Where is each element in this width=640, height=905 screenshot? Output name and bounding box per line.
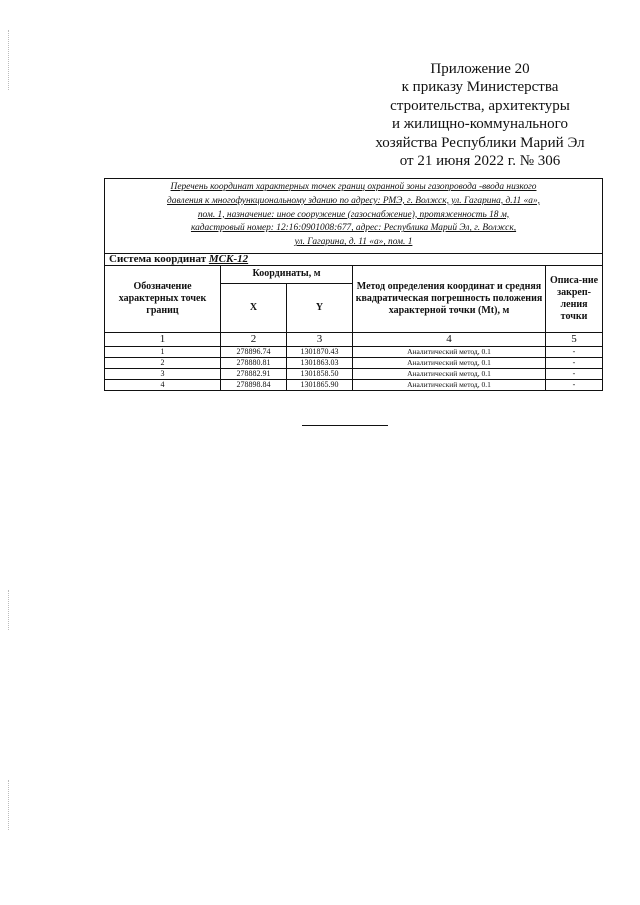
column-number: 3: [287, 332, 353, 346]
coordinate-x: 278880.81: [221, 357, 287, 368]
header-designation: Обозначение характерных точек границ: [105, 265, 221, 332]
table-caption: [105, 179, 603, 254]
table-row: [105, 346, 603, 357]
column-number: 2: [221, 332, 287, 346]
caption-line: Перечень координат характерных точек границ охранной зоны газопровода -ввода низкого: [170, 182, 537, 192]
coordinate-y: 1301858.50: [287, 368, 353, 379]
scan-edge-mark: [8, 590, 9, 630]
method-cell: Аналитический метод, 0.1: [353, 368, 546, 379]
column-number: 1: [105, 332, 221, 346]
header-coordinates: Координаты, м: [221, 265, 353, 283]
header-line: к приказу Министерства: [401, 79, 559, 96]
coordinate-x: 278898.84: [221, 379, 287, 390]
caption-line: ул. Гагарина, д. 11 «а», пом. 1: [294, 237, 413, 248]
header-line: и жилищно-коммунального: [392, 116, 568, 133]
header-line: хозяйства Республики Марий Эл: [375, 134, 585, 151]
point-number: 4: [105, 379, 221, 390]
order-appendix-header: [360, 60, 600, 170]
scan-edge-mark: [8, 780, 9, 830]
description-cell: -: [546, 379, 603, 390]
coordinate-system-label: Система координат: [109, 253, 207, 265]
coordinates-table: [104, 178, 603, 391]
header-y: Y: [287, 283, 353, 332]
table-row: [105, 368, 603, 379]
header-line: Приложение 20: [430, 61, 530, 77]
method-cell: Аналитический метод, 0.1: [353, 379, 546, 390]
caption-line: кадастровый номер: 12:16:0901008:677, адрес: Республика Марий Эл, г. Волжск,: [190, 223, 517, 234]
header-method: Метод определения координат и средняя квадратическая погрешность положения характерной точки (Mt), м: [353, 265, 546, 332]
coordinate-y: 1301865.90: [287, 379, 353, 390]
column-number: 4: [353, 332, 546, 346]
point-number: 1: [105, 346, 221, 357]
header-line: от 21 июня 2022 г. № 306: [399, 153, 561, 170]
scan-edge-mark: [8, 30, 9, 90]
point-number: 3: [105, 368, 221, 379]
coordinate-system-row: [105, 253, 603, 265]
caption-line: пом. 1, назначение: иное сооружение (газоснабжение), протяженность 18 м,: [197, 209, 510, 220]
coordinate-system-value: МСК-12: [208, 253, 249, 265]
header-description: Описа-ние закреп-ления точки: [546, 265, 603, 332]
description-cell: -: [546, 357, 603, 368]
coordinate-y: 1301870.43: [287, 346, 353, 357]
coordinate-x: 278882.91: [221, 368, 287, 379]
description-cell: -: [546, 346, 603, 357]
table-row: [105, 379, 603, 390]
coordinate-y: 1301863.03: [287, 357, 353, 368]
point-number: 2: [105, 357, 221, 368]
description-cell: -: [546, 368, 603, 379]
header-line: строительства, архитектуры: [390, 97, 570, 114]
column-number: 5: [546, 332, 603, 346]
method-cell: Аналитический метод, 0.1: [353, 357, 546, 368]
header-x: X: [221, 283, 287, 332]
table-row: [105, 357, 603, 368]
separator-line: [302, 425, 388, 426]
coordinate-x: 278896.74: [221, 346, 287, 357]
method-cell: Аналитический метод, 0.1: [353, 346, 546, 357]
caption-line: давления к многофункциональному зданию по адресу: РМЭ, г. Волжск, ул. Гагарина, д.11 «а»,: [167, 195, 540, 206]
